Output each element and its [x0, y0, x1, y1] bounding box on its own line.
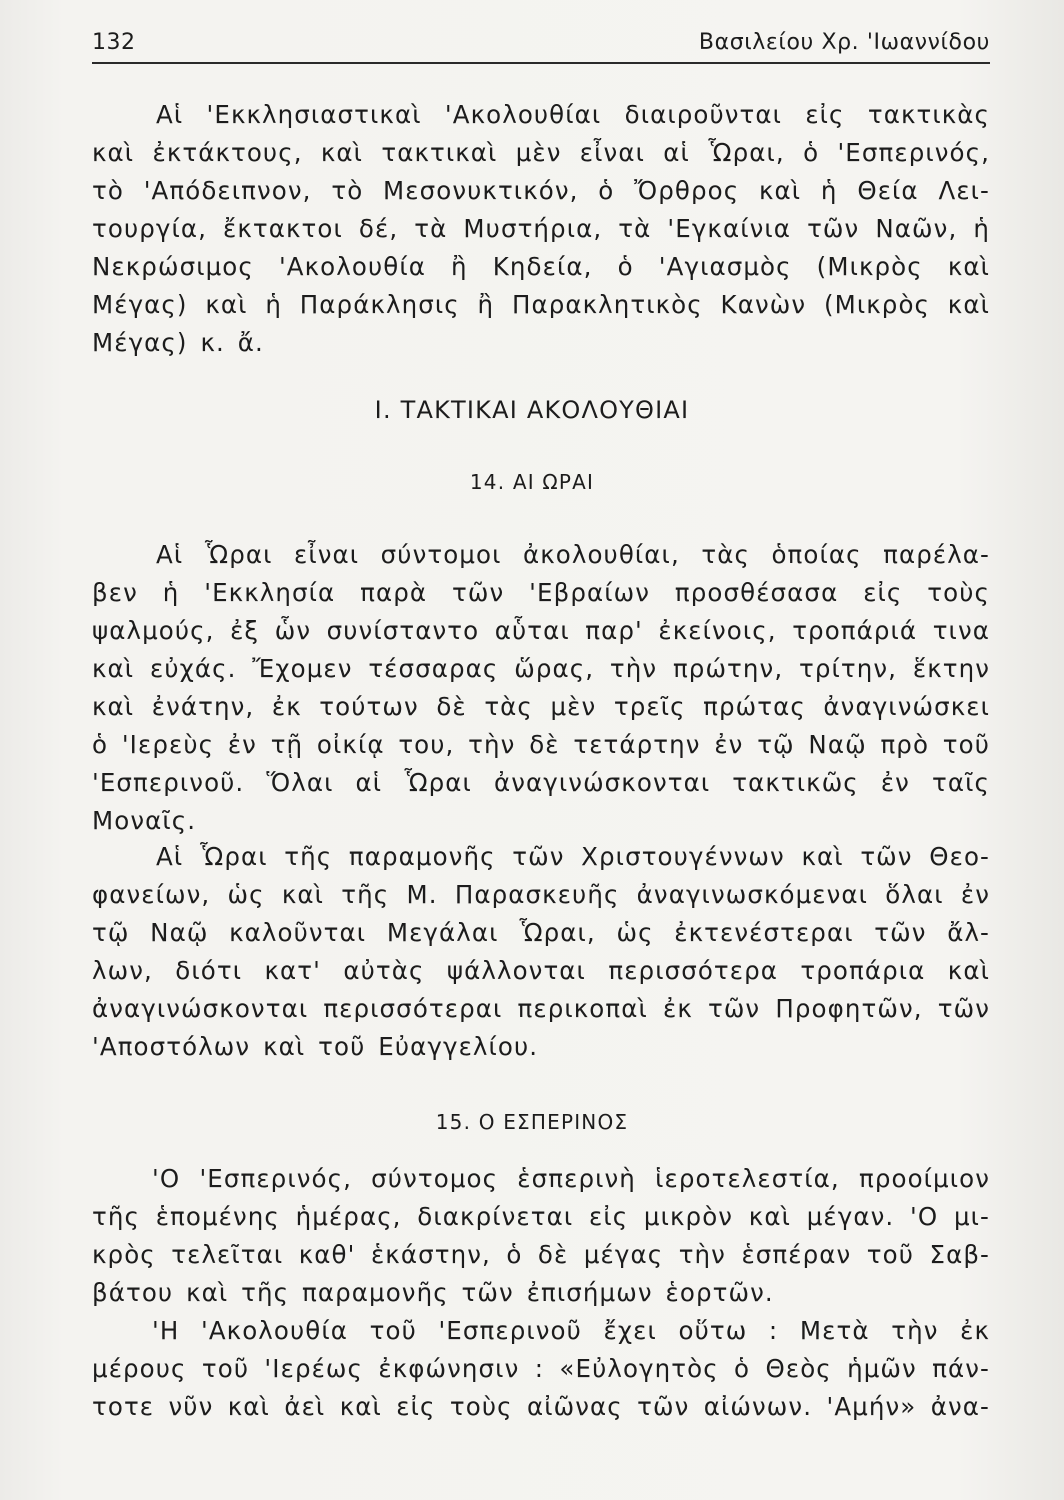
text-line: τῷ Ναῷ καλοῦνται Μεγάλαι Ὧραι, ὡς ἐκτενέστεραι τῶν ἄλ-: [92, 918, 990, 947]
text-line: 'Αποστόλων καὶ τοῦ Εὐαγγελίου.: [92, 1032, 539, 1061]
text-line: 'Εσπερινοῦ. Ὅλαι αἱ Ὧραι ἀναγινώσκονται τακτικῶς ἐν ταῖς: [92, 768, 990, 797]
text-line: Μοναῖς.: [92, 806, 197, 835]
subsection-14-title: 14. ΑΙ ΩΡΑΙ: [469, 470, 595, 494]
subsection-15-paragraph-1: [92, 1160, 990, 1312]
text-line: τὸ 'Απόδειπνον, τὸ Μεσονυκτικόν, ὁ Ὄρθρος καὶ ἡ Θεία Λει-: [92, 176, 990, 205]
text-line: Νεκρώσιμος 'Ακολουθία ἢ Κηδεία, ὁ 'Αγιασμὸς (Μικρὸς καὶ: [92, 252, 990, 281]
text-line: βάτου καὶ τῆς παραμονῆς τῶν ἐπισήμων ἑορτῶν.: [92, 1278, 774, 1307]
subsection-14-paragraph-2: [92, 838, 990, 1066]
text-line: ἀναγινώσκονται περισσότεραι περικοπαὶ ἐκ τῶν Προφητῶν, τῶν: [92, 994, 990, 1023]
subsection-15-title: 15. Ο ΕΣΠΕΡΙΝΟΣ: [435, 1110, 629, 1134]
running-head: Βασιλείου Χρ. 'Ιωαννίδου: [698, 30, 990, 55]
text-line: Μέγας) κ. ἄ.: [92, 328, 264, 357]
text-line: Αἱ Ὧραι εἶναι σύντομοι ἀκολουθίαι, τὰς ὁποίας παρέλα-: [156, 540, 990, 569]
text-line: λων, διότι κατ' αὐτὰς ψάλλονται περισσότερα τροπάρια καὶ: [92, 956, 990, 985]
text-line: Αἱ 'Εκκλησιαστικαὶ 'Ακολουθίαι διαιροῦνται εἰς τακτικὰς: [156, 100, 990, 129]
text-line: κρὸς τελεῖται καθ' ἑκάστην, ὁ δὲ μέγας τὴν ἑσπέραν τοῦ Σαβ-: [92, 1240, 990, 1269]
text-line: καὶ ἐκτάκτους, καὶ τακτικαὶ μὲν εἶναι αἱ Ὧραι, ὁ 'Εσπερινός,: [92, 138, 990, 167]
text-line: τοτε νῦν καὶ ἀεὶ καὶ εἰς τοὺς αἰῶνας τῶν αἰώνων. 'Αμήν» ἀνα-: [92, 1392, 990, 1421]
subsection-15-paragraph-2: [92, 1312, 990, 1426]
text-line: μέρους τοῦ 'Ιερέως ἐκφώνησιν : «Εὐλογητὸς ὁ Θεὸς ἡμῶν πάν-: [92, 1354, 990, 1383]
page-number: 132: [92, 30, 136, 55]
text-line: φανείων, ὡς καὶ τῆς Μ. Παρασκευῆς ἀναγινωσκόμεναι ὅλαι ἐν: [92, 880, 990, 909]
text-line: 'Η 'Ακολουθία τοῦ 'Εσπερινοῦ ἔχει οὕτω : Μετὰ τὴν ἐκ: [152, 1316, 990, 1345]
text-line: τουργία, ἔκτακτοι δέ, τὰ Μυστήρια, τὰ 'Εγκαίνια τῶν Ναῶν, ἡ: [92, 214, 990, 243]
text-line: 'Ο 'Εσπερινός, σύντομος ἑσπερινὴ ἱεροτελεστία, προοίμιον: [152, 1164, 990, 1193]
subsection-14-paragraph-1: [92, 536, 990, 840]
text-line: Αἱ Ὧραι τῆς παραμονῆς τῶν Χριστουγέννων καὶ τῶν Θεο-: [156, 842, 990, 871]
text-line: Μέγας) καὶ ἡ Παράκλησις ἢ Παρακλητικὸς Κανὼν (Μικρὸς καὶ: [92, 290, 990, 319]
text-line: καὶ ἐνάτην, ἐκ τούτων δὲ τὰς μὲν τρεῖς πρώτας ἀναγινώσκει: [92, 692, 990, 721]
text-line: βεν ἡ 'Εκκλησία παρὰ τῶν 'Εβραίων προσθέσασα εἰς τοὺς: [92, 578, 990, 607]
page-header: [92, 28, 990, 64]
text-line: καὶ εὐχάς. Ἔχομεν τέσσαρας ὥρας, τὴν πρώτην, τρίτην, ἕκτην: [92, 654, 990, 683]
text-line: ψαλμούς, ἐξ ὧν συνίσταντο αὗται παρ' ἐκείνοις, τροπάριά τινα: [92, 616, 990, 645]
text-line: τῆς ἑπομένης ἡμέρας, διακρίνεται εἰς μικρὸν καὶ μέγαν. 'Ο μι-: [92, 1202, 990, 1231]
intro-paragraph: [92, 96, 990, 362]
section-heading: Ι. ΤΑΚΤΙΚΑΙ ΑΚΟΛΟΥΘΙΑΙ: [374, 396, 690, 424]
text-line: ὁ 'Ιερεὺς ἐν τῇ οἰκίᾳ του, τὴν δὲ τετάρτην ἐν τῷ Ναῷ πρὸ τοῦ: [92, 730, 990, 759]
